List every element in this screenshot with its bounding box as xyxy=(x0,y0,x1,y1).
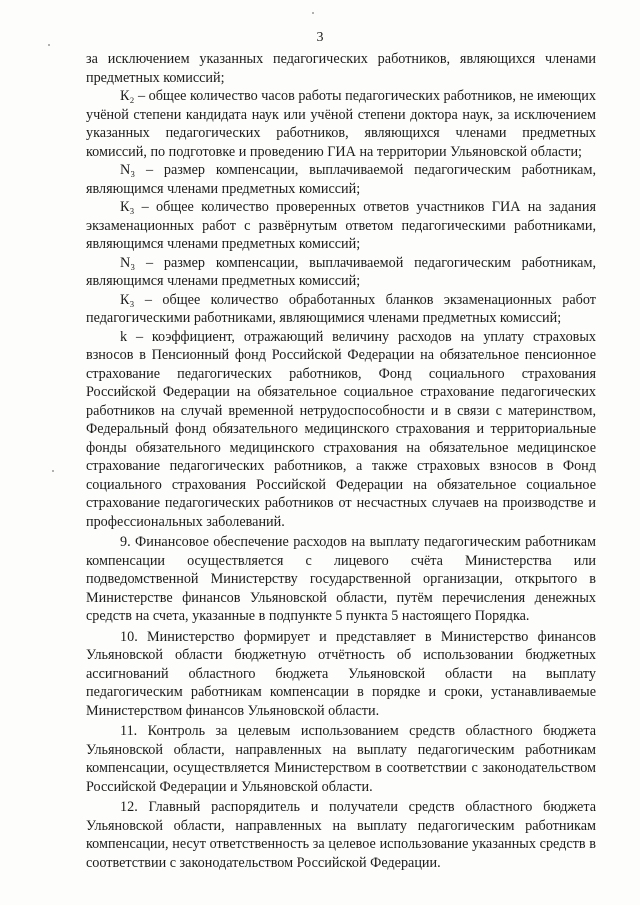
paragraph-k-coefficient: k – коэффициент, отражающий величину расходов на уплату страховых взносов в Пенсионный фонд Российской Федерации на обязательное пенсионное страхование педагогических работников, Фонд социального страхования Российской Федерации на обязательное социальное страхование педагогических работников на случай временной нетрудоспособности и в связи с материнством, Федеральный фонд обязательного медицинского страхования и территориальные фонды обязательного медицинского страхования на обязательное медицинское страхование педагогических работников, а также страховых взносов в Фонд социального страхования Российской Федерации на обязательное социальное страхование педагогических работников от несчастных случаев на производстве и профессиональных заболеваний. xyxy=(86,328,596,530)
paragraph-continuation: за исключением указанных педагогических работников, являющихся членами предметных комиссий; xyxy=(86,51,596,86)
scan-speck xyxy=(312,12,314,14)
paragraph-n3-definition-2: N₃ – размер компенсации, выплачиваемой педагогическим работникам, являющимся членами предметных комиссий; xyxy=(86,254,596,289)
document-body xyxy=(86,50,596,872)
scan-speck xyxy=(48,44,50,46)
paragraph-item-9: 9. Финансовое обеспечение расходов на выплату педагогическим работникам компенсации осуществляется с лицевого счёта Министерства или подведомственной Министерству государственной организации, открытого в Министерстве финансов Ульяновской области, путём перечисления денежных средств на счета, указанные в подпункте 5 пункта 5 настоящего Порядка. xyxy=(86,534,596,624)
paragraph-item-11: 11. Контроль за целевым использованием средств областного бюджета Ульяновской области, направленных на выплату педагогическим работникам компенсации, осуществляется Министерством в соответствии с законодательством Российской Федерации и Ульяновской области. xyxy=(86,723,596,795)
paragraph-item-10: 10. Министерство формирует и представляет в Министерство финансов Ульяновской области бюджетную отчётность об использовании бюджетных ассигнований областного бюджета Ульяновской области на выплату педагогическим работникам компенсации в порядке и сроки, устанавливаемые Министерством финансов Ульяновской области. xyxy=(86,628,596,719)
paragraph-k3-definition: К₃ – общее количество проверенных ответов участников ГИА на задания экзаменационных работ с развёрнутым ответом педагогическими работниками, являющимся членами предметных комиссий; xyxy=(86,199,596,252)
paragraph-k2-definition: К₂ – общее количество часов работы педагогических работников, не имеющих учёной степени кандидата наук или учёной степени доктора наук, за исключением указанных педагогических работников, являющихся членами предметных комиссий, по подготовке и проведению ГИА на территории Ульяновской области; xyxy=(86,88,596,160)
paragraph-item-12: 12. Главный распорядитель и получатели средств областного бюджета Ульяновской области, направленных на выплату педагогическим работникам компенсации, несут ответственность за целевое использование указанных средств в соответствии с законодательством Российской Федерации. xyxy=(86,799,596,871)
scan-speck xyxy=(52,470,54,472)
paragraph-k3-definition-2: К₃ – общее количество обработанных бланков экзаменационных работ педагогическими работниками, являющимися членами предметных комиссий; xyxy=(86,291,596,326)
page-number: 3 xyxy=(316,30,324,45)
paragraph-n3-definition: N₃ – размер компенсации, выплачиваемой педагогическим работникам, являющимся членами предметных комиссий; xyxy=(86,162,596,197)
